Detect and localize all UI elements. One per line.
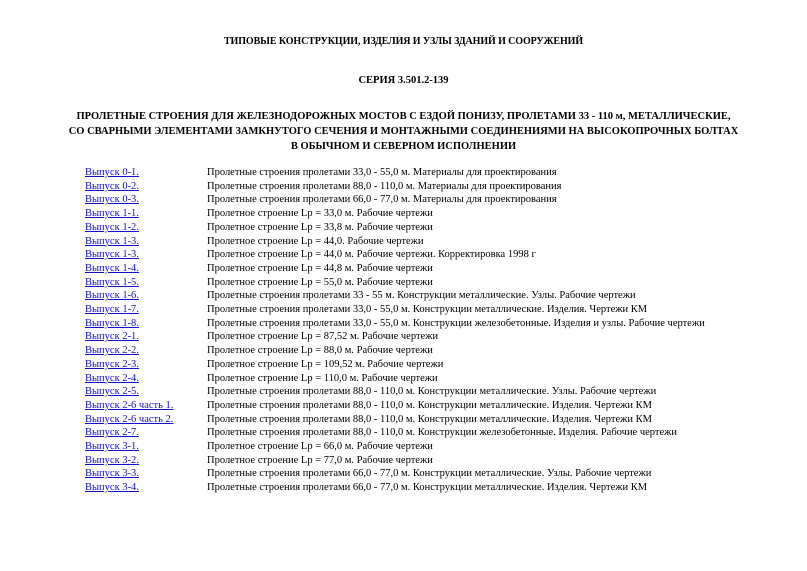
list-item <box>85 440 725 454</box>
list-item <box>85 399 725 413</box>
issue-link-label[interactable]: Выпуск 2-7 <box>85 427 137 439</box>
issue-description: Пролетное строение Lp = 66,0 м. Рабочие чертежи <box>207 441 433 453</box>
issue-link[interactable] <box>85 399 207 413</box>
issue-description: Пролетные строения пролетами 33 - 55 м. Конструкции металлические. Узлы. Рабочие чертежи <box>207 290 636 302</box>
issue-link-label[interactable]: Выпуск 1-5 <box>85 276 137 288</box>
issue-link[interactable] <box>85 385 207 399</box>
issue-link[interactable] <box>85 344 207 358</box>
issue-link-label[interactable]: Выпуск 2-5 <box>85 386 137 398</box>
issue-link-label[interactable]: Выпуск 3-2 <box>85 454 137 466</box>
issue-description: Пролетные строения пролетами 88,0 - 110,0 м. Конструкции металлические. Изделия. Чертежи КМ <box>207 399 652 411</box>
issue-link[interactable] <box>85 358 207 372</box>
issue-link-suffix[interactable]: . <box>136 276 139 288</box>
issue-description: Пролетные строения пролетами 88,0 - 110,0 м. Конструкции железобетонные. Изделия. Рабочие чертежи <box>207 427 678 439</box>
issue-link-label[interactable]: Выпуск 1-1 <box>85 208 137 220</box>
list-item <box>85 358 725 372</box>
issue-link-label[interactable]: Выпуск 2-2 <box>85 345 137 357</box>
issue-link-label[interactable]: Выпуск 1-8 <box>85 317 137 329</box>
list-item <box>85 289 725 303</box>
issue-link-suffix[interactable]: . <box>136 249 139 261</box>
list-item <box>85 166 725 180</box>
issue-link-suffix[interactable]: . <box>136 167 139 178</box>
issue-link-label[interactable]: Выпуск 1-3 <box>85 249 137 261</box>
issue-link[interactable] <box>85 248 207 262</box>
list-item <box>85 481 725 495</box>
issue-link[interactable] <box>85 467 207 481</box>
title-line: СО СВАРНЫМИ ЭЛЕМЕНТАМИ ЗАМКНУТОГО СЕЧЕНИЯ И МОНТАЖНЫМИ СОЕДИНЕНИЯМИ НА ВЫСОКОПРОЧНЫХ БОЛТАХ <box>68 126 739 137</box>
document-header: ТИПОВЫЕ КОНСТРУКЦИИ, ИЗДЕЛИЯ И УЗЛЫ ЗДАНИЙ И СООРУЖЕНИЙ <box>223 36 584 47</box>
issue-link[interactable] <box>85 426 207 440</box>
issue-link-suffix[interactable]: . <box>136 235 139 247</box>
document-title <box>40 109 767 154</box>
issue-link-label[interactable]: Выпуск 2-6 часть 2 <box>85 413 171 425</box>
issue-link-label[interactable]: Выпуск 0-3 <box>85 194 137 206</box>
issue-link-suffix[interactable]: . <box>136 482 139 494</box>
issue-description: Пролетное строение Lp = 109,52 м. Рабочие чертежи <box>207 358 444 370</box>
issue-list <box>85 166 725 495</box>
issue-link-label[interactable]: Выпуск 1-6 <box>85 290 137 302</box>
issue-link[interactable] <box>85 166 207 180</box>
issue-link-suffix[interactable]: . <box>136 262 139 274</box>
issue-link-label[interactable]: Выпуск 2-4 <box>85 372 137 384</box>
issue-link-label[interactable]: Выпуск 2-3 <box>85 358 137 370</box>
issue-description: Пролетные строения пролетами 88,0 - 110,0 м. Материалы для проектирования <box>207 180 562 192</box>
issue-link[interactable] <box>85 262 207 276</box>
issue-description: Пролетные строения пролетами 88,0 - 110,0 м. Конструкции металлические. Изделия. Чертежи КМ <box>207 413 652 425</box>
list-item <box>85 454 725 468</box>
list-item <box>85 193 725 207</box>
issue-description: Пролетные строения пролетами 66,0 - 77,0 м. Материалы для проектирования <box>207 194 557 206</box>
issue-description: Пролетное строение Lp = 110,0 м. Рабочие чертежи <box>207 372 438 384</box>
issue-link-label[interactable]: Выпуск 1-3 <box>85 235 137 247</box>
issue-link-suffix[interactable]: . <box>136 372 139 384</box>
issue-link[interactable] <box>85 303 207 317</box>
issue-description: Пролетное строение Lp = 44,0 м. Рабочие чертежи. Корректировка 1998 г <box>207 249 536 261</box>
list-item <box>85 207 725 221</box>
issue-link-label[interactable]: Выпуск 0-1 <box>85 167 137 178</box>
list-item <box>85 317 725 331</box>
issue-link-suffix[interactable]: . <box>136 221 139 233</box>
list-item <box>85 330 725 344</box>
issue-link[interactable] <box>85 372 207 386</box>
issue-description: Пролетное строение Lp = 87,52 м. Рабочие чертежи <box>207 331 439 343</box>
issue-link[interactable] <box>85 454 207 468</box>
issue-link-suffix[interactable]: . <box>170 399 174 411</box>
issue-description: Пролетное строение Lp = 44,8 м. Рабочие чертежи <box>207 262 433 274</box>
issue-link-label[interactable]: Выпуск 1-2 <box>85 221 137 233</box>
list-item <box>85 221 725 235</box>
issue-description: Пролетное строение Lp = 77,0 м. Рабочие чертежи <box>207 454 433 466</box>
issue-description: Пролетное строение Lp = 44,0. Рабочие чертежи <box>207 235 424 247</box>
issue-link-suffix[interactable]: . <box>136 345 139 357</box>
issue-link-suffix[interactable]: . <box>136 317 139 329</box>
issue-link[interactable] <box>85 317 207 331</box>
issue-description: Пролетные строения пролетами 66,0 - 77,0 м. Конструкции металлические. Узлы. Рабочие чертежи <box>207 468 652 480</box>
issue-description: Пролетные строения пролетами 66,0 - 77,0 м. Конструкции металлические. Изделия. Чертежи КМ <box>207 482 648 494</box>
issue-link[interactable] <box>85 413 207 427</box>
title-line: В ОБЫЧНОМ И СЕВЕРНОМ ИСПОЛНЕНИИ <box>290 141 517 152</box>
issue-link[interactable] <box>85 180 207 194</box>
issue-description: Пролетные строения пролетами 33,0 - 55,0 м. Материалы для проектирования <box>207 167 557 178</box>
issue-link-suffix[interactable]: . <box>136 180 139 192</box>
issue-link-suffix[interactable]: . <box>136 290 139 302</box>
issue-link-suffix[interactable]: . <box>136 304 139 316</box>
issue-link[interactable] <box>85 289 207 303</box>
issue-link-label[interactable]: Выпуск 0-2 <box>85 180 137 192</box>
issue-link[interactable] <box>85 276 207 290</box>
issue-link-suffix[interactable]: . <box>136 427 139 439</box>
issue-description: Пролетное строение Lp = 33,0 м. Рабочие чертежи <box>207 208 433 220</box>
list-item <box>85 180 725 194</box>
issue-link[interactable] <box>85 193 207 207</box>
list-item <box>85 235 725 249</box>
issue-link-suffix[interactable]: . <box>136 358 139 370</box>
issue-link-suffix[interactable]: . <box>136 441 139 453</box>
issue-link-suffix[interactable]: . <box>170 413 174 425</box>
issue-description: Пролетные строения пролетами 33,0 - 55,0 м. Конструкции железобетонные. Изделия и узлы. Рабочие чертежи <box>207 317 705 329</box>
issue-link-suffix[interactable]: . <box>136 454 139 466</box>
issue-link-suffix[interactable]: . <box>136 468 139 480</box>
issue-link-label[interactable]: Выпуск 2-1 <box>85 331 137 343</box>
list-item <box>85 262 725 276</box>
list-item <box>85 372 725 386</box>
issue-link-label[interactable]: Выпуск 2-6 часть 1 <box>85 399 171 411</box>
issue-link[interactable] <box>85 221 207 235</box>
issue-link-label[interactable]: Выпуск 3-4 <box>85 482 137 494</box>
issue-link-label[interactable]: Выпуск 1-7 <box>85 304 137 316</box>
issue-link-suffix[interactable]: . <box>136 194 139 206</box>
issue-link[interactable] <box>85 440 207 454</box>
issue-description: Пролетные строения пролетами 33,0 - 55,0 м. Конструкции металлические. Изделия. Чертежи КМ <box>207 304 648 316</box>
list-item <box>85 385 725 399</box>
issue-link-label[interactable]: Выпуск 1-4 <box>85 262 137 274</box>
list-item <box>85 276 725 290</box>
issue-description: Пролетное строение Lp = 55,0 м. Рабочие чертежи <box>207 276 433 288</box>
issue-link-label[interactable]: Выпуск 3-1 <box>85 441 137 453</box>
title-line: ПРОЛЕТНЫЕ СТРОЕНИЯ ДЛЯ ЖЕЛЕЗНОДОРОЖНЫХ МОСТОВ С ЕЗДОЙ ПОНИЗУ, ПРОЛЕТАМИ 33 - 110 м, МЕТАЛЛИЧЕСКИЕ, <box>76 111 731 122</box>
list-item <box>85 344 725 358</box>
issue-description: Пролетное строение Lp = 33,8 м. Рабочие чертежи <box>207 221 433 233</box>
issue-link[interactable] <box>85 481 207 495</box>
list-item <box>85 467 725 481</box>
issue-link-suffix[interactable]: . <box>136 208 139 220</box>
list-item <box>85 248 725 262</box>
issue-link-suffix[interactable]: . <box>136 331 139 343</box>
issue-link[interactable] <box>85 207 207 221</box>
issue-link[interactable] <box>85 235 207 249</box>
issue-description: Пролетное строение Lp = 88,0 м. Рабочие чертежи <box>207 345 433 357</box>
issue-link-suffix[interactable]: . <box>136 386 139 398</box>
list-item <box>85 413 725 427</box>
issue-link[interactable] <box>85 330 207 344</box>
series-number: СЕРИЯ 3.501.2-139 <box>358 75 449 86</box>
list-item <box>85 426 725 440</box>
issue-link-label[interactable]: Выпуск 3-3 <box>85 468 137 480</box>
issue-description: Пролетные строения пролетами 88,0 - 110,0 м. Конструкции металлические. Узлы. Рабочие чертежи <box>207 386 657 398</box>
list-item <box>85 303 725 317</box>
